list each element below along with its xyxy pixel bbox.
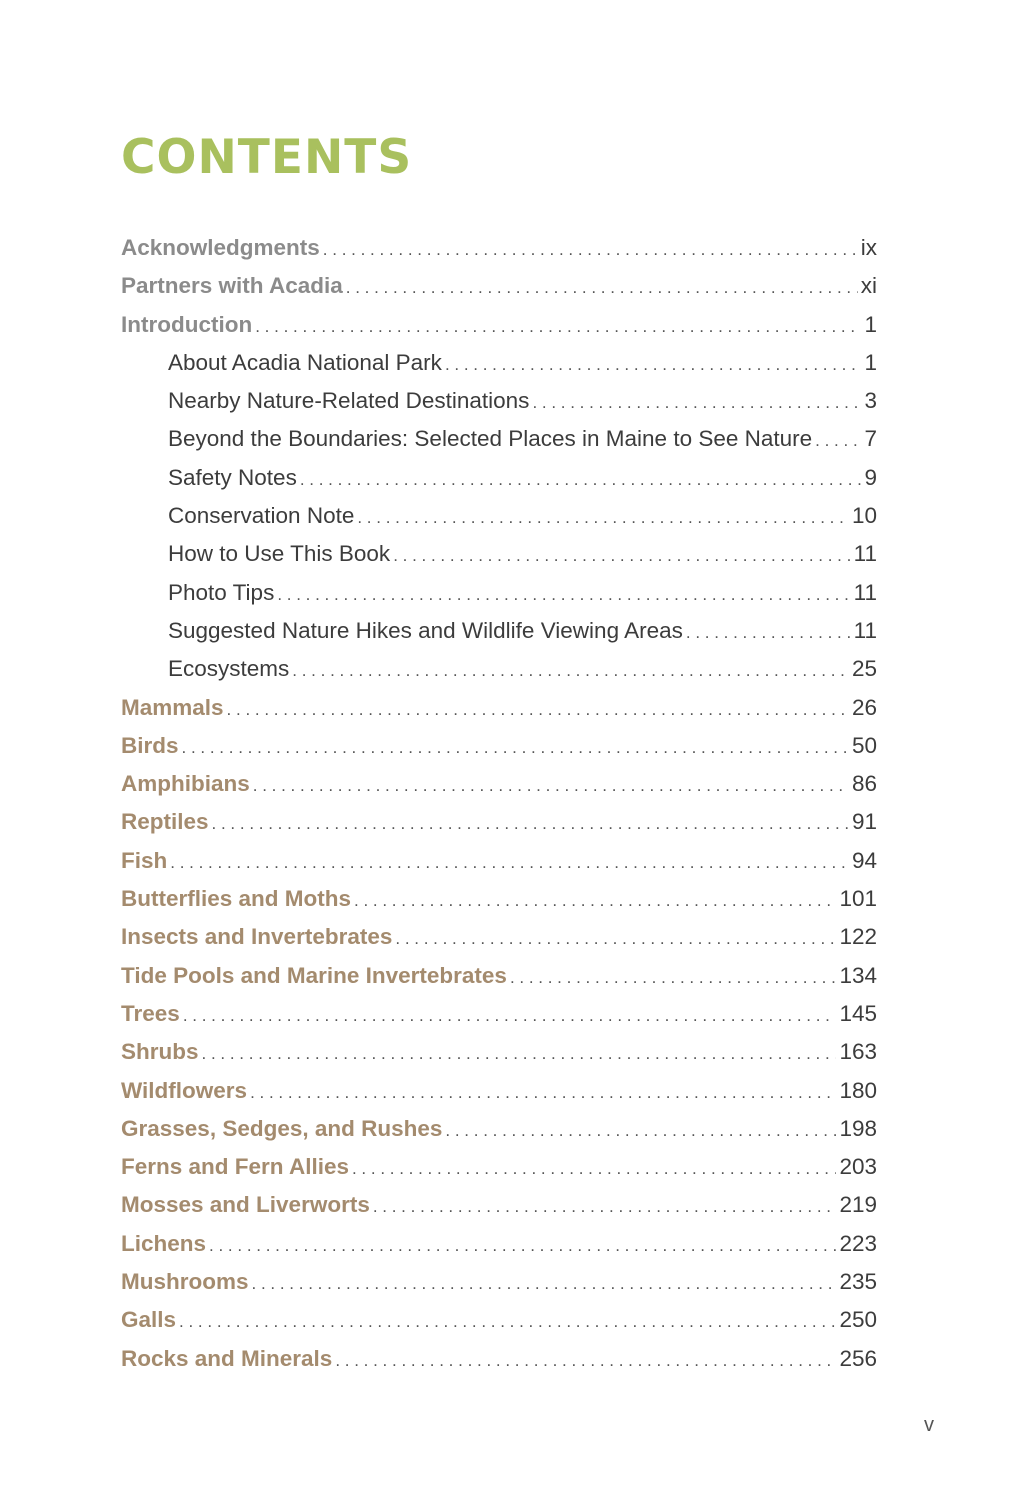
toc-entry	[121, 803, 877, 841]
page-title: CONTENTS	[121, 130, 413, 185]
toc-entry-label: Wildflowers	[121, 1077, 248, 1103]
dot-leader	[292, 652, 849, 690]
toc-entry-page: 1	[864, 311, 877, 337]
toc-entry-page: 256	[839, 1345, 877, 1371]
toc-entry-label: Lichens	[121, 1230, 207, 1256]
toc-entry-page: 223	[839, 1230, 877, 1256]
toc-entry	[121, 1301, 877, 1339]
toc-subentry	[121, 574, 877, 612]
toc-subentry	[121, 535, 877, 573]
dot-leader	[510, 959, 837, 997]
toc-entry-page: xi	[860, 273, 877, 299]
toc-entry-label: Shrubs	[121, 1039, 199, 1065]
toc-entry-label: Nearby Nature-Related Destinations	[168, 388, 530, 414]
toc-entry	[121, 957, 877, 995]
dot-leader	[227, 691, 849, 729]
dot-leader	[183, 997, 837, 1035]
toc-entry-label: About Acadia National Park	[168, 349, 442, 375]
dot-leader	[252, 1265, 837, 1303]
toc-entry-page: 25	[851, 656, 877, 682]
toc-entry-page: 101	[839, 886, 877, 912]
toc-entry-label: Mammals	[121, 694, 224, 720]
table-of-contents	[121, 229, 877, 1378]
toc-entry-page: 250	[839, 1307, 877, 1333]
page-number: v	[924, 1414, 934, 1436]
toc-entry-label: Insects and Invertebrates	[121, 924, 393, 950]
dot-leader	[255, 308, 861, 346]
toc-entry	[121, 842, 877, 880]
toc-entry-page: ix	[860, 235, 877, 260]
toc-entry-label: Suggested Nature Hikes and Wildlife Viewing Areas	[168, 617, 683, 643]
toc-entry-page: 219	[839, 1192, 877, 1218]
toc-entry-page: 86	[851, 771, 877, 797]
dot-leader	[182, 729, 849, 767]
dot-leader	[250, 1074, 836, 1112]
toc-entry	[121, 880, 877, 918]
toc-entry-page: 122	[839, 924, 877, 950]
dot-leader	[445, 346, 862, 384]
dot-leader	[253, 767, 849, 805]
toc-entry-label: Grasses, Sedges, and Rushes	[121, 1115, 443, 1141]
toc-entry-label: Safety Notes	[168, 464, 297, 490]
toc-entry-page: 11	[853, 579, 877, 605]
toc-entry-page: 235	[839, 1269, 877, 1295]
toc-entry-label: Trees	[121, 1000, 180, 1026]
toc-entry	[121, 918, 877, 956]
toc-entry-page: 134	[839, 962, 877, 988]
toc-entry-label: How to Use This Book	[168, 541, 391, 567]
toc-entry-page: 7	[864, 426, 877, 452]
toc-entry-page: 9	[864, 464, 877, 490]
toc-entry-label: Conservation Note	[168, 503, 355, 529]
toc-entry-label: Rocks and Minerals	[121, 1345, 333, 1371]
dot-leader	[170, 844, 849, 882]
toc-entry	[121, 1263, 877, 1301]
toc-entry-page: 50	[851, 732, 877, 758]
toc-entry-label: Partners with Acadia	[121, 273, 343, 299]
toc-entry	[121, 1186, 877, 1224]
toc-entry-page: 91	[851, 809, 877, 835]
toc-entry	[121, 229, 877, 267]
toc-entry-label: Ferns and Fern Allies	[121, 1154, 349, 1180]
dot-leader	[335, 1342, 836, 1380]
toc-entry-label: Introduction	[121, 311, 253, 337]
toc-subentry	[121, 459, 877, 497]
toc-entry-page: 3	[864, 388, 877, 414]
toc-entry-page: 26	[851, 694, 877, 720]
toc-entry-label: Ecosystems	[168, 656, 290, 682]
toc-entry-page: 145	[839, 1000, 877, 1026]
dot-leader	[445, 1112, 836, 1150]
toc-entry-page: 11	[853, 541, 877, 567]
toc-entry	[121, 1225, 877, 1263]
toc-entry-label: Beyond the Boundaries: Selected Places in Maine to See Nature	[168, 426, 813, 452]
dot-leader	[209, 1227, 836, 1265]
dot-leader	[373, 1188, 837, 1226]
dot-leader	[323, 231, 858, 269]
toc-entry-label: Mushrooms	[121, 1269, 249, 1295]
dot-leader	[354, 882, 836, 920]
toc-entry-page: 10	[851, 503, 877, 529]
dot-leader	[202, 1035, 837, 1073]
toc-entry-label: Acknowledgments	[121, 235, 320, 260]
toc-entry	[121, 765, 877, 803]
toc-entry-label: Photo Tips	[168, 579, 275, 605]
toc-subentry	[121, 650, 877, 688]
toc-entry-page: 163	[839, 1039, 877, 1065]
dot-leader	[357, 499, 849, 537]
toc-subentry	[121, 344, 877, 382]
toc-entry-label: Amphibians	[121, 771, 250, 797]
toc-entry	[121, 995, 877, 1033]
toc-entry	[121, 1148, 877, 1186]
toc-entry	[121, 689, 877, 727]
toc-entry-page: 11	[853, 617, 877, 643]
dot-leader	[815, 422, 861, 460]
toc-subentry	[121, 497, 877, 535]
dot-leader	[686, 614, 851, 652]
toc-entry-label: Butterflies and Moths	[121, 886, 352, 912]
toc-entry	[121, 1110, 877, 1148]
toc-entry-page: 203	[839, 1154, 877, 1180]
toc-entry	[121, 1033, 877, 1071]
dot-leader	[532, 384, 861, 422]
toc-entry	[121, 1340, 877, 1378]
dot-leader	[352, 1150, 836, 1188]
dot-leader	[179, 1303, 836, 1341]
toc-entry	[121, 267, 877, 305]
toc-subentry	[121, 612, 877, 650]
toc-entry-page: 1	[864, 349, 877, 375]
dot-leader	[277, 576, 850, 614]
toc-entry-label: Mosses and Liverworts	[121, 1192, 370, 1218]
dot-leader	[395, 920, 836, 958]
toc-entry	[121, 1072, 877, 1110]
dot-leader	[212, 805, 849, 843]
dot-leader	[346, 269, 858, 307]
toc-entry-page: 180	[839, 1077, 877, 1103]
toc-entry-page: 94	[851, 847, 877, 873]
toc-entry-label: Tide Pools and Marine Invertebrates	[121, 962, 507, 988]
toc-entry-page: 198	[839, 1115, 877, 1141]
toc-subentry	[121, 382, 877, 420]
toc-entry-label: Birds	[121, 732, 179, 758]
toc-entry	[121, 727, 877, 765]
toc-subentry	[121, 420, 877, 458]
toc-entry	[121, 306, 877, 344]
toc-entry-label: Galls	[121, 1307, 177, 1333]
toc-entry-label: Fish	[121, 847, 168, 873]
toc-entry-label: Reptiles	[121, 809, 209, 835]
dot-leader	[300, 461, 862, 499]
dot-leader	[393, 537, 850, 575]
